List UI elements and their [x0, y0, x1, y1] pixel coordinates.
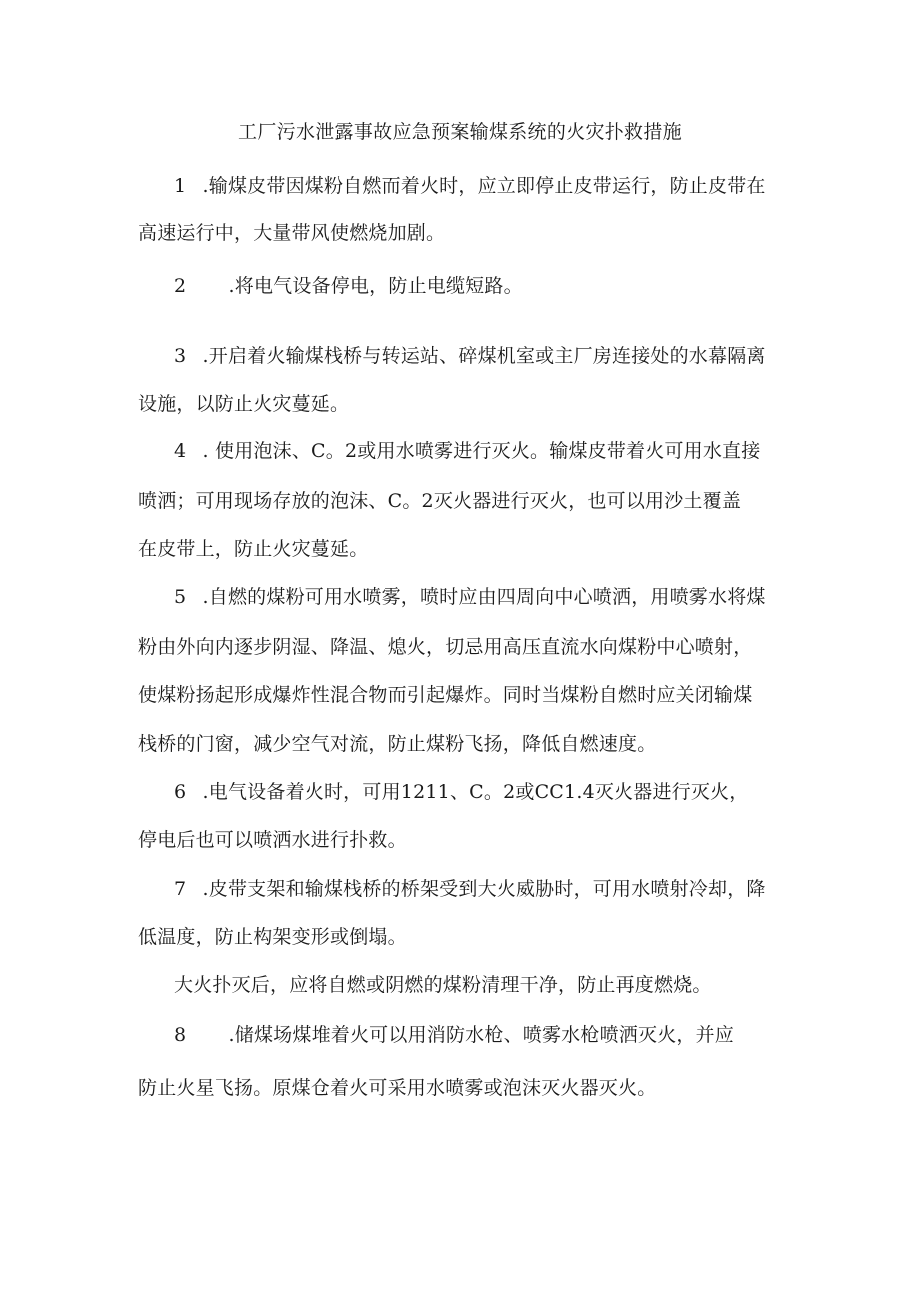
item-text: .电气设备着火时，可用1211、C。2或CC1.4灭火器进行灭火，: [202, 781, 749, 803]
item-number: 4: [174, 440, 187, 462]
item-number: 3: [174, 345, 187, 367]
paragraph-line: 大火扑灭后，应将自燃或阴燃的煤粉清理干净，防止再度燃烧。: [174, 974, 712, 996]
paragraph-line: 高速运行中，大量带风使燃烧加剧。: [138, 222, 446, 244]
paragraph-line: 喷洒；可用现场存放的泡沫、C。2灭火器进行灭火，也可以用沙土覆盖: [138, 490, 742, 512]
item-text: .自燃的煤粉可用水喷雾，喷时应由四周向中心喷洒，用喷雾水将煤: [202, 586, 766, 608]
item-text: .皮带支架和输煤栈桥的桥架受到大火威胁时，可用水喷射冷却，降: [202, 878, 766, 900]
paragraph-line: 使煤粉扬起形成爆炸性混合物而引起爆炸。同时当煤粉自燃时应关闭输煤: [138, 684, 753, 706]
paragraph-line: [174, 436, 760, 463]
item-number: 5: [174, 586, 187, 608]
paragraph-line: 低温度，防止构架变形或倒塌。: [138, 926, 407, 948]
item-text: .储煤场煤堆着火可以用消防水枪、喷雾水枪喷洒灭火，并应: [228, 1024, 734, 1046]
item-text: .输煤皮带因煤粉自燃而着火时，应立即停止皮带运行，防止皮带在: [202, 175, 766, 197]
item-number: 2: [174, 275, 187, 297]
paragraph-line: [174, 171, 766, 198]
item-text: . 使用泡沫、C。2或用水喷雾进行灭火。输煤皮带着火可用水直接: [202, 440, 761, 462]
item-number: 1: [174, 175, 187, 197]
document-title: 工厂污水泄露事故应急预案输煤系统的火灾扑救措施: [238, 121, 682, 143]
item-text: .开启着火输煤栈桥与转运站、碎煤机室或主厂房连接处的水幕隔离: [202, 345, 766, 367]
paragraph-line: 粉由外向内逐步阴湿、降温、熄火，切忌用高压直流水向煤粉中心喷射，: [138, 636, 753, 658]
item-number: 8: [174, 1024, 187, 1046]
paragraph-line: 防止火星飞扬。原煤仓着火可采用水喷雾或泡沫灭火器灭火。: [138, 1077, 657, 1099]
item-number: 7: [174, 878, 187, 900]
paragraph-line: [174, 1020, 734, 1047]
item-number: 6: [174, 781, 187, 803]
paragraph-line: [174, 271, 523, 298]
paragraph-line: [174, 582, 766, 609]
paragraph-line: 停电后也可以喷洒水进行扑救。: [138, 829, 407, 851]
paragraph-line: [174, 874, 766, 901]
paragraph-line: 栈桥的门窗，减少空气对流，防止煤粉飞扬，降低自燃速度。: [138, 733, 657, 755]
paragraph-line: [174, 341, 766, 368]
paragraph-line: 设施，以防止火灾蔓延。: [138, 393, 350, 415]
paragraph-line: 在皮带上，防止火灾蔓延。: [138, 538, 369, 560]
paragraph-line: [174, 777, 748, 804]
item-text: .将电气设备停电，防止电缆短路。: [228, 275, 523, 297]
